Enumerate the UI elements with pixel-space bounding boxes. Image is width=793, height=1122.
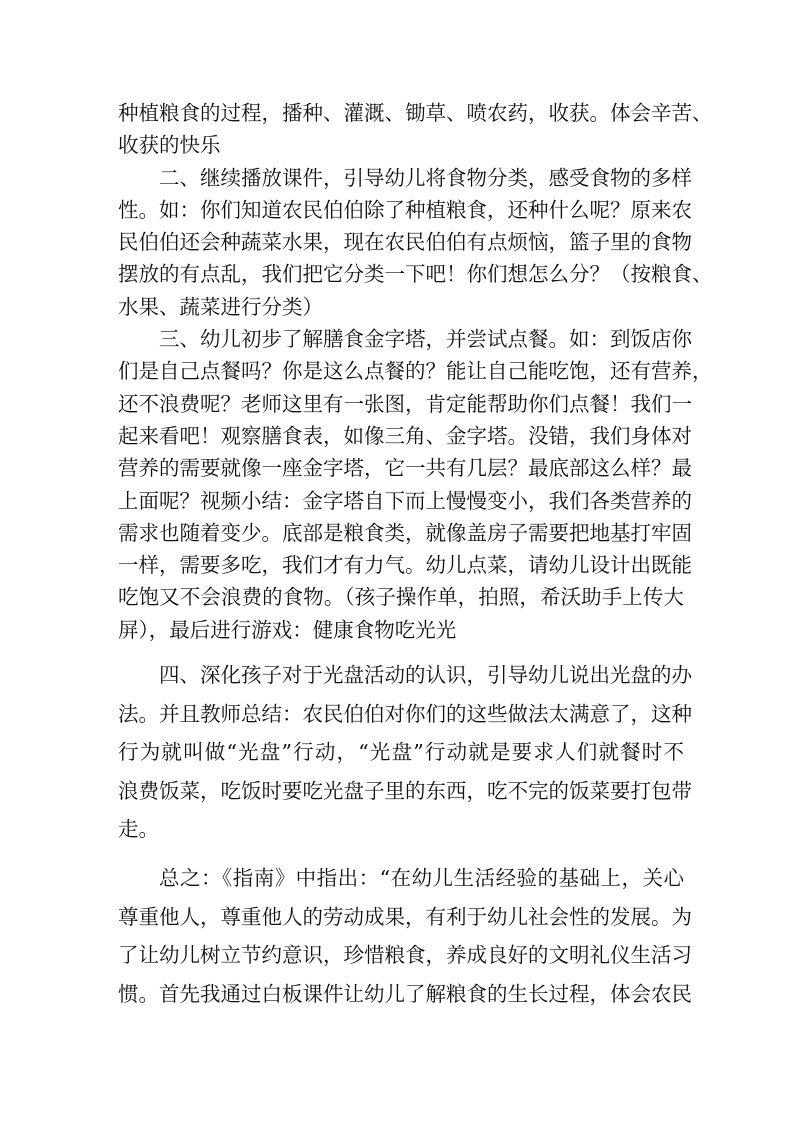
text-line: 一样，需要多吃，我们才有力气。幼儿点菜，请幼儿设计出既能 bbox=[118, 553, 692, 578]
text-line: 总之：《指南》中指出：“在幼儿生活经验的基础上，关心 bbox=[159, 866, 684, 891]
paragraph-gap bbox=[118, 849, 684, 859]
text-line: 二、继续播放课件，引导幼儿将食物分类，感受食物的多样 bbox=[159, 165, 692, 190]
text-line: 摆放的有点乱，我们把它分类一下吧！你们想怎么分？（按粮食、 bbox=[118, 262, 713, 287]
text-line: 行为就叫做“光盘”行动，“光盘”行动就是要求人们就餐时不 bbox=[118, 740, 684, 765]
text-line: 民伯伯还会种蔬菜水果，现在农民伯伯有点烦恼，篮子里的食物 bbox=[118, 230, 692, 255]
text-line: 了让幼儿树立节约意识，珍惜粮食，养成良好的文明礼仪生活习 bbox=[118, 943, 692, 968]
body-section-lesson-steps bbox=[118, 97, 713, 646]
text-line: 需求也随着变少。底部是粮食类，就像盖房子需要把地基打牢固 bbox=[118, 520, 692, 545]
text-line: 屏），最后进行游戏：健康食物吃光光 bbox=[118, 617, 457, 642]
text-line: 法。并且教师总结：农民伯伯对你们的这些做法太满意了，这种 bbox=[118, 701, 692, 726]
text-line: 尊重他人，尊重他人的劳动成果，有利于幼儿社会性的发展。为 bbox=[118, 904, 692, 929]
text-line: 四、深化孩子对于光盘活动的认识，引导幼儿说出光盘的办 bbox=[159, 663, 692, 688]
text-line: 收获的快乐 bbox=[118, 133, 221, 158]
text-line: 上面呢？视频小结：金字塔自下而上慢慢变小，我们各类营养的 bbox=[118, 488, 692, 513]
text-line: 种植粮食的过程，播种、灌溉、锄草、喷农药，收获。体会辛苦、 bbox=[118, 101, 713, 125]
text-line: 水果、蔬菜进行分类） bbox=[118, 294, 323, 319]
text-line: 营养的需要就像一座金字塔，它一共有几层？最底部这么样？最 bbox=[118, 456, 692, 481]
body-section-summary bbox=[118, 656, 692, 1013]
text-line: 吃饱又不会浪费的食物。（孩子操作单，拍照，希沃助手上传大 bbox=[118, 585, 684, 610]
text-line: 浪费饭菜，吃饭时要吃光盘子里的东西，吃不完的饭菜要打包带 bbox=[118, 778, 692, 803]
text-line: 走。 bbox=[118, 817, 159, 842]
text-line: 惯。首先我通过白板课件让幼儿了解粮食的生长过程，体会农民 bbox=[118, 981, 692, 1006]
text-line: 性。如：你们知道农民伯伯除了种植粮食，还种什么呢？原来农 bbox=[118, 197, 692, 222]
text-line: 三、幼儿初步了解膳食金字塔，并尝试点餐。如：到饭店你 bbox=[159, 327, 692, 352]
text-line: 还不浪费呢？老师这里有一张图，肯定能帮助你们点餐！我们一 bbox=[118, 391, 692, 416]
text-line: 起来看吧！观察膳食表，如像三角、金字塔。没错，我们身体对 bbox=[118, 423, 692, 448]
text-line: 们是自己点餐吗？你是这么点餐的？能让自己能吃饱，还有营养， bbox=[118, 359, 713, 384]
document-body bbox=[118, 97, 713, 1013]
